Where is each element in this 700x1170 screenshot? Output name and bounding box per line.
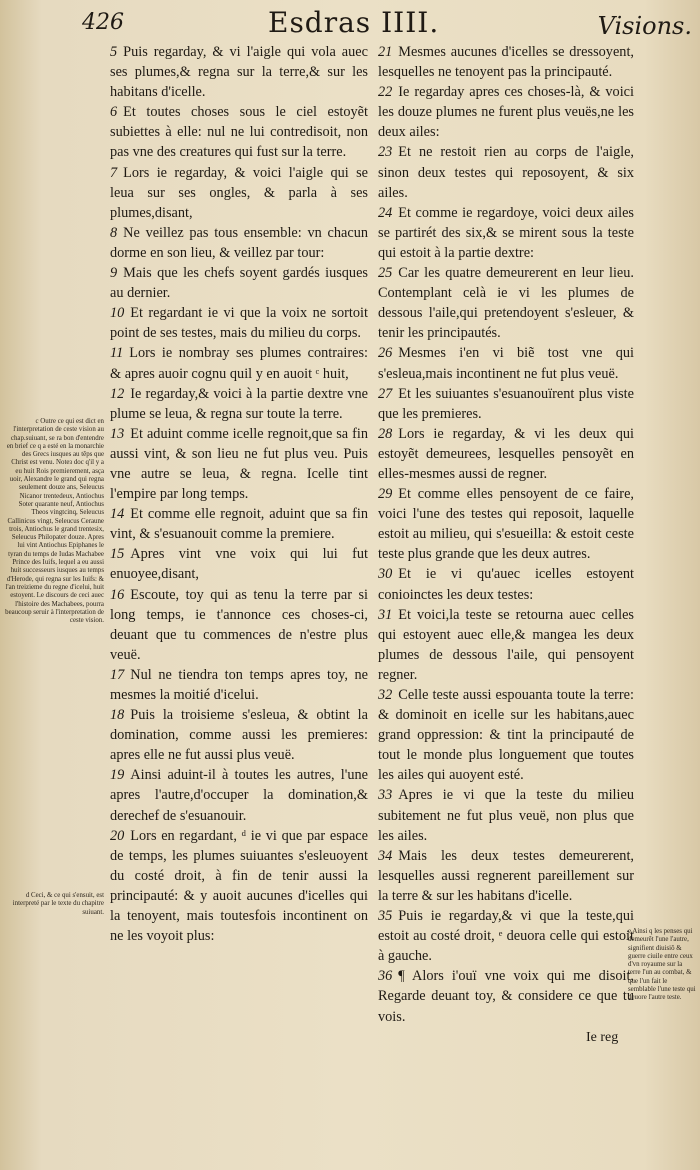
verse-number: 17 xyxy=(110,666,125,683)
verse xyxy=(110,303,368,343)
verse xyxy=(110,384,368,424)
verse-text: Puis la troisieme s'esleua, & obtint la domination, comme aussi les premieres: apres elle ne fut aussi plus veuë. xyxy=(110,707,368,764)
verse-number: 26 xyxy=(378,345,393,362)
verse-text: Mesmes aucunes d'icelles se dressoyent, lesquelles ne tenoyent pas la principauté. xyxy=(378,44,634,81)
verse-number: 11 xyxy=(110,345,124,362)
verse-text: Puis ie regarday,& vi que la teste,qui estoit au costé droit, ᵉ deuora celle qui estoit à gauche. xyxy=(378,908,634,965)
verse xyxy=(378,203,634,263)
verse-number: 24 xyxy=(378,204,393,221)
verse xyxy=(378,142,634,202)
verse-text: Ie regarday,& voici à la partie dextre vne plume se leua, & regna sur toute la terre. xyxy=(110,385,368,422)
verse-text: Et comme elle regnoit, aduint que sa fin vint, & s'esuanouit comme la premiere. xyxy=(110,506,368,543)
verse-number: 29 xyxy=(378,486,393,503)
verse xyxy=(378,484,634,564)
verse-number: 9 xyxy=(110,265,118,282)
margin-note-e: e Ainsi q les penses qui demeurẽt l'une l'autre, signifient diuisiõ & guerre ciuile entre ceux d'vn royaume sur la terre l'un au combat, & que l'un fait le semblable l'une teste qui deuore l'autre teste. xyxy=(628,928,696,1002)
verse-text: Mais que les chefs soyent gardés iusques au dernier. xyxy=(110,265,368,302)
verse-number: 22 xyxy=(378,84,393,101)
verse xyxy=(110,585,368,665)
verse-number: 8 xyxy=(110,224,118,241)
verse xyxy=(378,82,634,142)
verse-number: 18 xyxy=(110,707,125,724)
verse-number: 20 xyxy=(110,827,125,844)
verse-text: Ne veillez pas tous ensemble: vn chacun dorme en son lieu, & veillez par tour: xyxy=(110,224,368,261)
verse xyxy=(378,263,634,343)
verse-number: 31 xyxy=(378,606,393,623)
verse-text: ¶ Alors i'ouï vne voix qui me disoit, Regarde deuant toy, & considere ce que tu vois. xyxy=(378,968,634,1025)
page-title: Esdras IIII. xyxy=(268,6,440,39)
verse-number: 33 xyxy=(378,787,393,804)
verse xyxy=(378,564,634,604)
verse-number: 27 xyxy=(378,385,393,402)
verse-text: Apres vint vne voix qui lui fut enuoyee,disant, xyxy=(110,546,368,583)
verse-text: Nul ne tiendra ton temps apres toy, ne mesmes la moitié d'icelui. xyxy=(110,666,368,703)
verse-text: Apres ie vi que la teste du milieu subitement ne fut plus veuë, non plus que les ailes. xyxy=(378,787,634,844)
verse-number: 16 xyxy=(110,586,125,603)
verse-text: Mais les deux testes demeurerent, lesquelles aussi regnerent pareillement sur la terre & sur les habitans d'icelle. xyxy=(378,847,634,904)
verse-text: Et ie vi qu'auec icelles estoyent conioinctes les deux testes: xyxy=(378,566,634,603)
verse-text: Ie regarday apres ces choses-là, & voici les douze plumes ne furent plus veuës,ne les deux ailes: xyxy=(378,84,634,141)
verse-text: Et ne restoit rien au corps de l'aigle, sinon deux testes qui reposoyent, & six ailes. xyxy=(378,144,634,201)
verse-number: 5 xyxy=(110,44,118,60)
verse-text: Et comme ie regardoye, voici deux ailes se partirét des six,& se mirent sous la teste qui estoit à la partie dextre: xyxy=(378,204,634,261)
verse xyxy=(378,685,634,785)
verse xyxy=(110,42,368,102)
verse xyxy=(378,605,634,685)
verse-number: 35 xyxy=(378,908,393,925)
verse-text: Car les quatre demeurerent en leur lieu. Contemplant celà ie vi les plumes de dessous l'aile,qui pretendoyent s'esleuer, & tenir les principautés. xyxy=(378,265,634,342)
verse xyxy=(110,223,368,263)
page-number: 426 xyxy=(82,10,124,35)
verse xyxy=(110,544,368,584)
verse-number: 23 xyxy=(378,144,393,161)
verse-text: Et toutes choses sous le ciel estoyẽt subiettes à elle: nul ne lui contredisoit, non pas vne des creatures qui fust sur la terre. xyxy=(110,104,368,161)
verse-number: 6 xyxy=(110,104,118,121)
verse-text: Et aduint comme icelle regnoit,que sa fin aussi vint, & son lieu ne fut plus veu. Puis vne autre se leua, & regna. Icelle tint l'empire par long temps. xyxy=(110,425,368,503)
verse-text: Et comme elles pensoyent de ce faire, voici l'une des testes qui reposoit, laquelle estoit au milieu, qui s'esueilla: & estoit ceste teste plus grande que les deux autres. xyxy=(378,486,634,563)
running-header xyxy=(0,6,700,46)
verse xyxy=(378,343,634,383)
verse xyxy=(110,705,368,765)
verse-text: Puis regarday, & vi l'aigle qui vola auec ses plumes,& regna sur la terre,& sur les habitans d'icelle. xyxy=(110,44,368,101)
verse xyxy=(378,966,634,1026)
verse-text: Celle teste aussi espouanta toute la terre: & dominoit en icelle sur les habitans,auec grand oppression: & tint la principauté de tout le monde plus longuement que toutes les ailes qui auoyent esté. xyxy=(378,687,634,784)
verse-text: Lors ie regarday, & vi les deux qui estoyẽt demeurees, lesquelles pensoyẽt en elles-mesmes aussi de regner. xyxy=(378,425,634,482)
verse-text: Et voici,la teste se retourna auec celles qui estoyent auec elle,& mangea les deux plumes de dessous l'aile, qui pensoyent regner. xyxy=(378,606,634,683)
verse xyxy=(110,263,368,303)
right-text-column xyxy=(378,42,634,1027)
verse-text: Escoute, toy qui as tenu la terre par si long temps, ie t'annonce ces choses-ci, deuant que tu commences de n'estre plus veuë. xyxy=(110,586,368,663)
catchword: Ie reg xyxy=(586,1030,619,1045)
verse xyxy=(110,102,368,162)
margin-note-c: c Outre ce qui est dict en l'interpretation de ceste vision au chap.suiuant, se ra bon d'entendre en brief ce q a esté en la monarchie des Grecs iusques au tẽps que Christ est venu. Noteз doc q'il y a eu huit Rois premierement, asça uoir, Alexandre le grand qui regna seulement douze ans, Seleucus Nicanor trentedeux, Antiochus Soter quarante neuf, Antiochus Theos vingtcinq, Seleucus Callinicus vingt, Seleucus Ceraune trois, Antiochus le grand trentesix, Seleucus Philopater douze. Apres lui vint Antiochus Epiphanes le tyran du temps de Iudas Machabee Prince des Iuifs, lequel a eu aussi huit successeurs iusques au temps d'Herode, qui regna sur les Iuifs: & l'an treizieme du regne d'icelui, huit estoyent. Le discours de ceci auec l'histoire des Machabees, pourra beaucoup seruir à l'interpretation de ceste vision. xyxy=(5,418,104,625)
verse-number: 32 xyxy=(378,687,393,703)
verse-number: 21 xyxy=(378,44,393,60)
verse xyxy=(110,504,368,544)
verse-number: 10 xyxy=(110,305,125,322)
verse-text: Lors en regardant, ᵈ ie vi que par espace de temps, les plumes suiuantes s'esleuoyent du costé droit, à fin de tenir aussi la principauté: & y auoit aucunes d'icelles qui la tenoyent, mais toutesfois incontinent on ne les voyoit plus: xyxy=(110,827,368,945)
verse xyxy=(378,42,634,82)
verse xyxy=(110,765,368,825)
verse-text: Lors ie nombray ses plumes contraires: & apres auoir cognu quil y en auoit ᶜ huit, xyxy=(110,345,368,382)
verse-text: Ainsi aduint-il à toutes les autres, l'une apres l'autre,d'occuper la domination,& derechef de s'esuanouir. xyxy=(110,767,368,824)
verse-number: 25 xyxy=(378,265,393,282)
verse-text: Et les suiuantes s'esuanouïrent plus viste que les premieres. xyxy=(378,385,634,422)
verse xyxy=(378,785,634,845)
left-text-column xyxy=(110,42,368,946)
verse-text: Et regardant ie vi que la voix ne sortoit point de ses testes, mais du milieu du corps. xyxy=(110,305,368,342)
verse-number: 14 xyxy=(110,506,125,523)
verse xyxy=(378,424,634,484)
verse xyxy=(110,665,368,705)
verse-number: 36 xyxy=(378,968,393,985)
verse xyxy=(110,163,368,223)
verse-number: 30 xyxy=(378,566,393,583)
section-title: Visions. xyxy=(597,12,692,40)
verse xyxy=(378,906,634,966)
verse xyxy=(378,846,634,906)
verse xyxy=(110,424,368,504)
verse xyxy=(378,384,634,424)
verse-number: 15 xyxy=(110,546,125,563)
verse xyxy=(110,826,368,947)
verse-number: 19 xyxy=(110,767,125,784)
verse-text: Lors ie regarday, & voici l'aigle qui se leua sur ses ongles, & parla à ses plumes,disant, xyxy=(110,164,368,221)
verse-number: 34 xyxy=(378,847,393,864)
verse-number: 13 xyxy=(110,425,125,442)
verse-number: 28 xyxy=(378,425,393,442)
verse-number: 12 xyxy=(110,385,125,402)
verse-text: Mesmes i'en vi biẽ tost vne qui s'esleua,mais incontinent ne fut plus veuë. xyxy=(378,345,634,382)
verse xyxy=(110,343,368,383)
verse-number: 7 xyxy=(110,164,118,181)
margin-note-d: d Ceci, & ce qui s'ensuit, est interpreté par le texte du chapitre suiuant. xyxy=(12,892,104,916)
